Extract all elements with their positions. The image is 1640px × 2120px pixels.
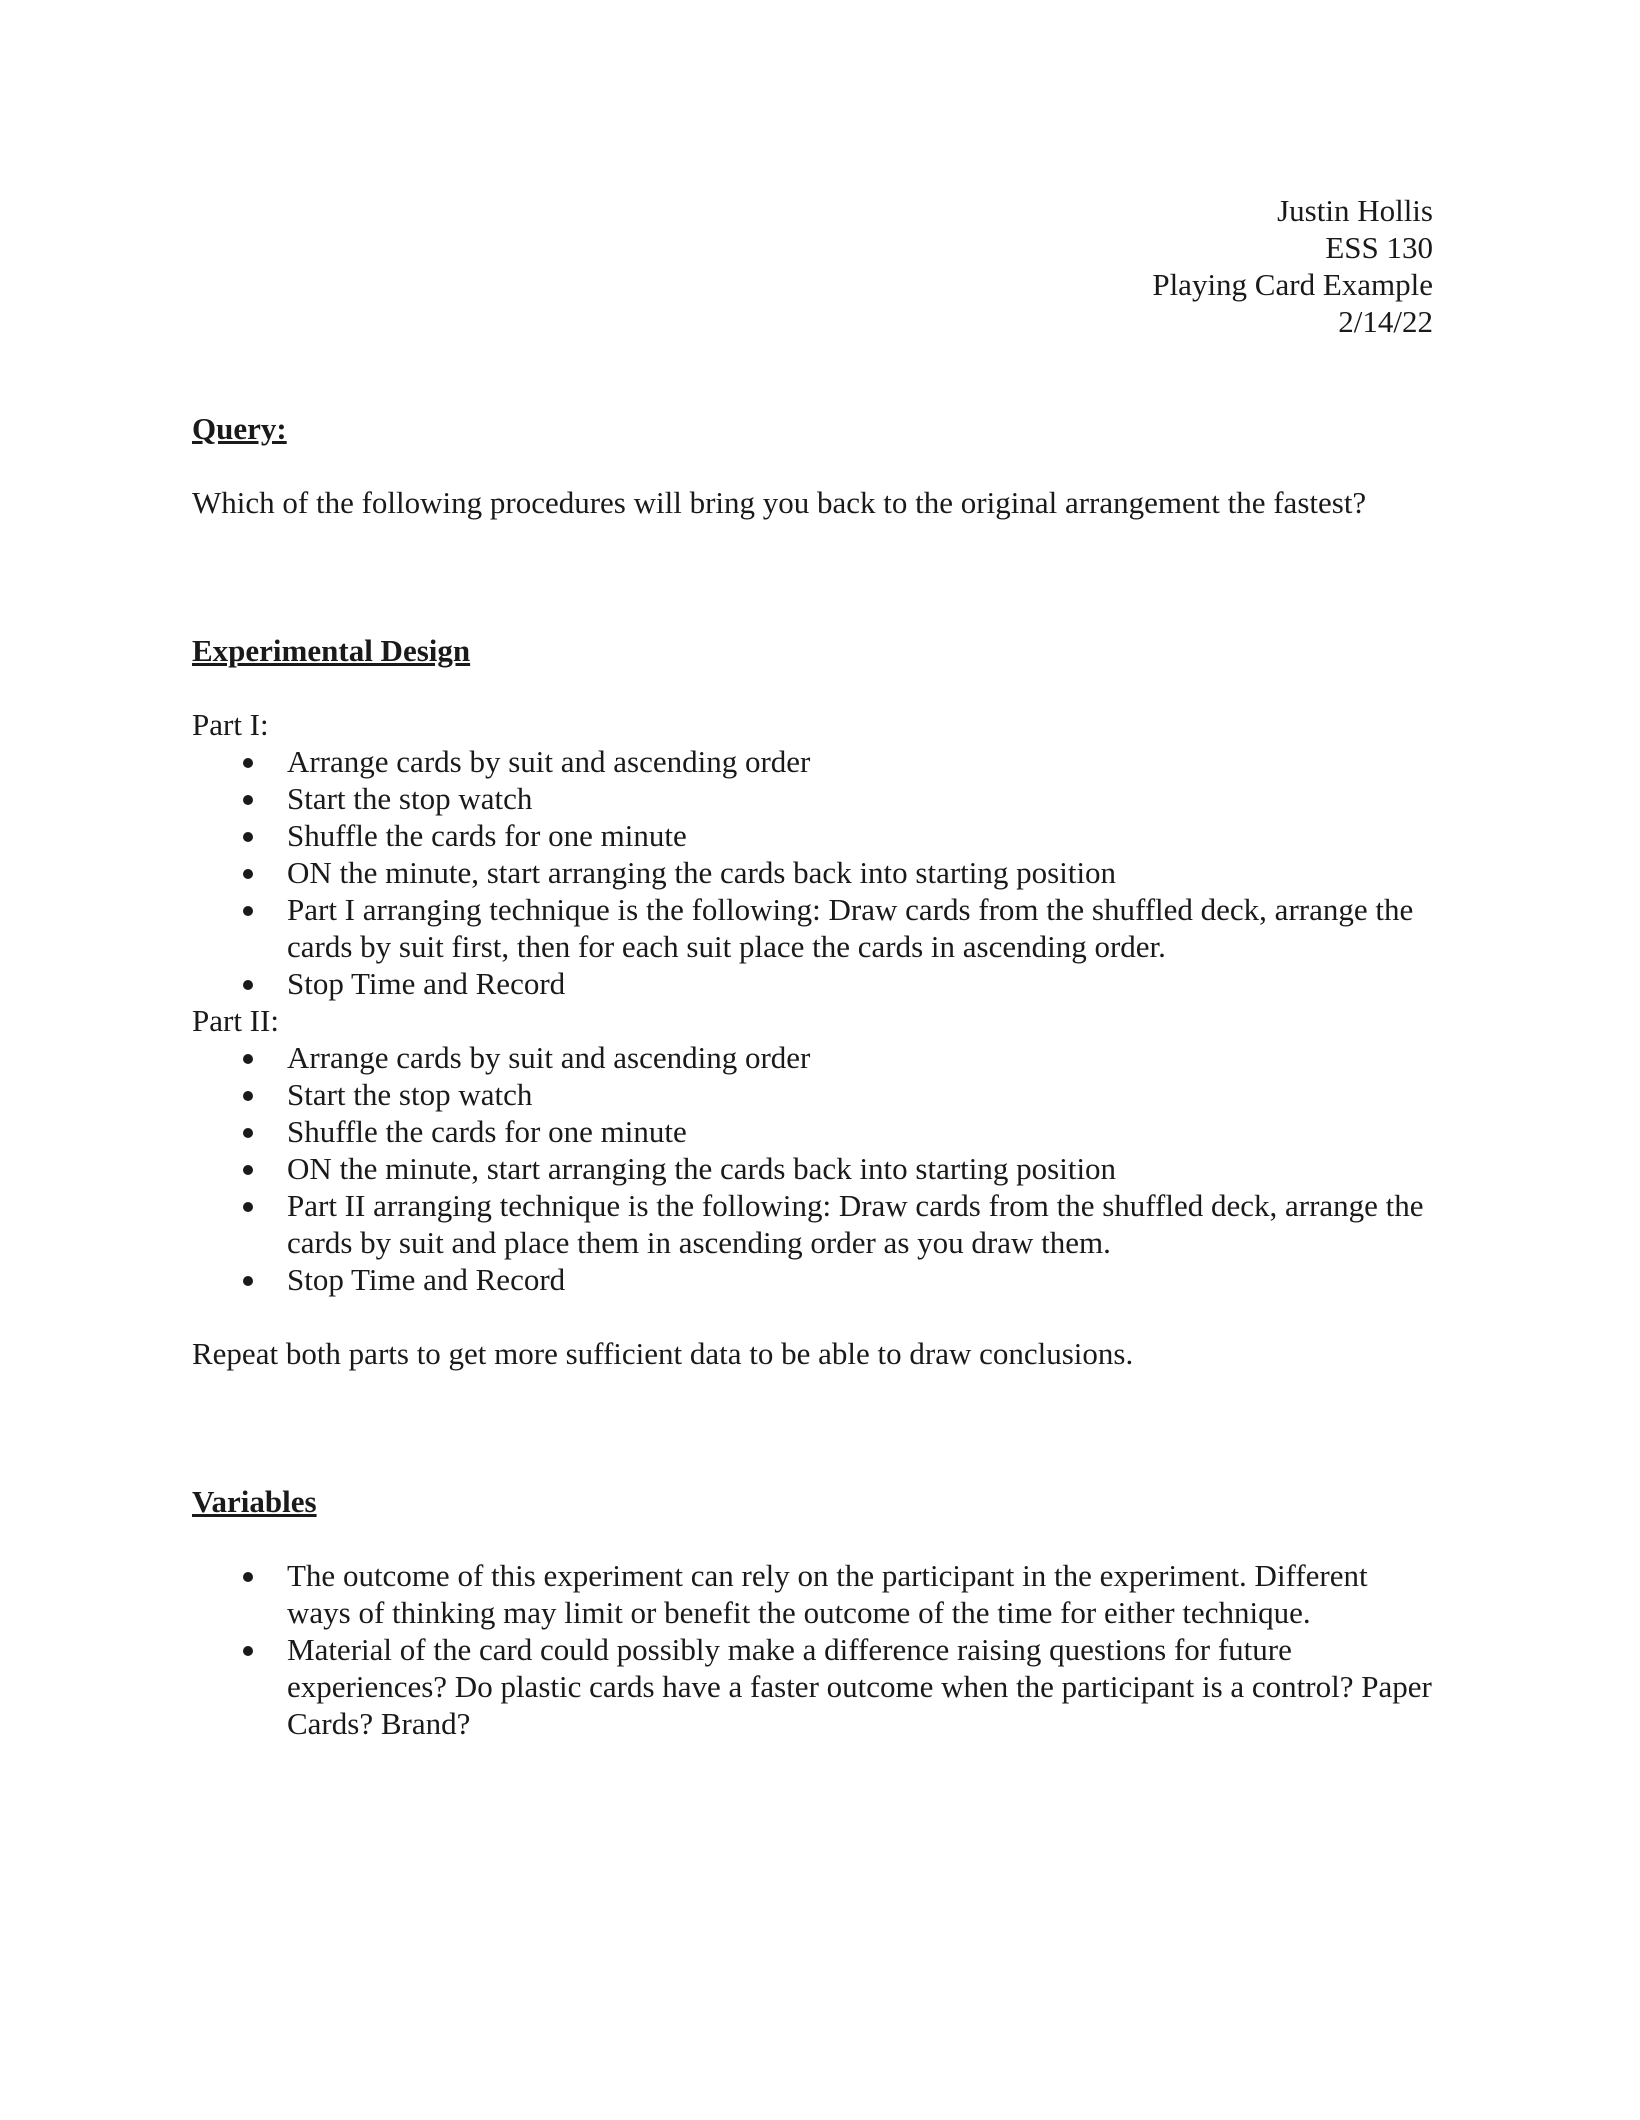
bullet-icon [243, 758, 253, 768]
bullet-icon [243, 1054, 253, 1064]
bullet-icon [243, 980, 253, 990]
list-item: Start the stop watch [192, 1076, 1432, 1113]
experimental-design-heading: Experimental Design [192, 633, 471, 668]
bullet-icon [243, 1165, 253, 1175]
header-block [1152, 192, 1433, 340]
bullet-icon [243, 1276, 253, 1286]
bullet-icon [243, 1091, 253, 1101]
bullet-icon [243, 906, 253, 916]
bullet-icon [243, 1572, 253, 1582]
part-2-steps [192, 1039, 1432, 1298]
list-item: Part II arranging technique is the following: Draw cards from the shuffled deck, arrange the cards by suit and place them in ascending order as you draw them. [192, 1187, 1432, 1261]
list-item: Arrange cards by suit and ascending order [192, 1039, 1432, 1076]
part-1-steps [192, 743, 1432, 1002]
list-item: Stop Time and Record [192, 1261, 1432, 1298]
bullet-icon [243, 795, 253, 805]
course-code: ESS 130 [1325, 230, 1433, 265]
query-text: Which of the following procedures will bring you back to the original arrangement the fastest? [192, 485, 1367, 520]
document-title: Playing Card Example [1152, 267, 1433, 302]
list-item: ON the minute, start arranging the cards back into starting position [192, 1150, 1432, 1187]
part-1-label: Part I: [192, 707, 269, 742]
repeat-text: Repeat both parts to get more sufficient data to be able to draw conclusions. [192, 1336, 1134, 1371]
variables-heading: Variables [192, 1484, 317, 1519]
list-item: The outcome of this experiment can rely on the participant in the experiment. Different ways of thinking may limit or benefit the outcome of the time for either technique. [192, 1557, 1432, 1631]
list-item: Start the stop watch [192, 780, 1432, 817]
variables-list [192, 1557, 1432, 1742]
document-body [192, 410, 1432, 1742]
bullet-icon [243, 1128, 253, 1138]
list-item: Stop Time and Record [192, 965, 1432, 1002]
list-item: Shuffle the cards for one minute [192, 817, 1432, 854]
list-item: Shuffle the cards for one minute [192, 1113, 1432, 1150]
part-2-label: Part II: [192, 1003, 279, 1038]
list-item: Arrange cards by suit and ascending order [192, 743, 1432, 780]
list-item: ON the minute, start arranging the cards back into starting position [192, 854, 1432, 891]
bullet-icon [243, 832, 253, 842]
bullet-icon [243, 869, 253, 879]
document-date: 2/14/22 [1338, 304, 1433, 339]
list-item: Material of the card could possibly make a difference raising questions for future experiences? Do plastic cards have a faster outcome when the participant is a control? Paper Cards? Brand? [192, 1631, 1432, 1742]
author-name: Justin Hollis [1277, 193, 1433, 228]
list-item: Part I arranging technique is the following: Draw cards from the shuffled deck, arrange the cards by suit first, then for each suit place the cards in ascending order. [192, 891, 1432, 965]
bullet-icon [243, 1646, 253, 1656]
bullet-icon [243, 1202, 253, 1212]
query-heading: Query: [192, 411, 287, 446]
